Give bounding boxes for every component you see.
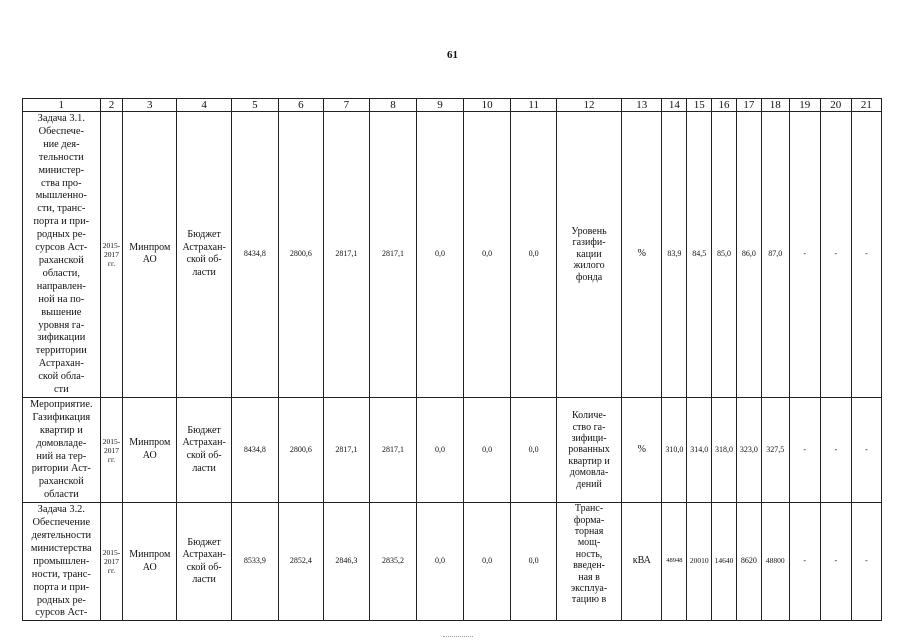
cell-line: ритории Аст-	[31, 463, 91, 475]
column-number: 8	[369, 99, 417, 112]
cell-line: Астрахан-	[182, 437, 226, 449]
cell-line: 2017	[103, 249, 119, 259]
value-cell: 0,0	[417, 397, 464, 502]
cell-line: ласти	[192, 267, 216, 279]
cell-line: родных ре-	[36, 594, 86, 606]
value-cell: 0,0	[511, 397, 557, 502]
value-cell: 20010	[687, 503, 712, 621]
value-cell: 0,0	[463, 503, 511, 621]
value-cell: 87,0	[761, 112, 789, 398]
column-number: 3	[123, 99, 177, 112]
column-number: 7	[324, 99, 370, 112]
cell-line: АО	[142, 561, 157, 573]
table-row	[23, 112, 882, 398]
cell-line: ской об-	[186, 450, 222, 462]
cell-line: жилого	[573, 260, 605, 272]
cell-line: мышленно-	[35, 190, 87, 202]
cell-line: дений	[576, 478, 602, 490]
cell-line: 2015-	[102, 548, 121, 558]
column-number: 4	[177, 99, 232, 112]
indicator-cell	[556, 112, 621, 398]
cell-line: 2015-	[102, 436, 121, 446]
cell-line: вышение	[41, 306, 82, 318]
cell-line: АО	[142, 254, 157, 266]
cell-line: Астрахан-	[182, 241, 226, 253]
value-cell: 8434,8	[232, 397, 279, 502]
cell-line: министерства	[30, 542, 92, 554]
value-cell: -	[851, 503, 881, 621]
page-number: 61	[447, 49, 458, 61]
cell-line: сурсов Аст-	[35, 242, 88, 254]
cell-line: ние дея-	[43, 138, 80, 150]
cell-line: Минпром	[129, 549, 171, 561]
period-cell	[100, 112, 123, 398]
cell-line: ской об-	[186, 254, 222, 266]
cell-line: Бюджет	[187, 536, 221, 548]
cell-line: квартир и	[39, 424, 83, 436]
cell-line: уровня га-	[38, 319, 85, 331]
column-number: 17	[736, 99, 761, 112]
cell-line: области,	[42, 267, 80, 279]
cell-line: сти	[53, 384, 69, 396]
cell-line: области	[43, 489, 79, 501]
value-cell: 314,0	[687, 397, 712, 502]
value-cell: -	[820, 503, 851, 621]
value-cell: 84,5	[687, 112, 712, 398]
cell-line: торная	[574, 526, 604, 537]
value-cell: 8434,8	[232, 112, 279, 398]
cell-line: домовла-	[569, 467, 609, 479]
value-cell: 0,0	[463, 112, 511, 398]
table-row	[23, 503, 882, 621]
executor-cell	[123, 397, 177, 502]
value-cell: 327,5	[761, 397, 789, 502]
cell-line: АО	[142, 450, 157, 462]
cell-line: ласти	[192, 574, 216, 586]
program-table	[22, 98, 882, 621]
funding-source-cell	[177, 112, 232, 398]
scan-artifact	[443, 636, 473, 639]
value-cell: 83,9	[662, 112, 687, 398]
value-cell: 2846,3	[324, 503, 370, 621]
value-cell: 0,0	[511, 112, 557, 398]
column-number: 20	[820, 99, 851, 112]
value-cell: 2800,6	[278, 397, 324, 502]
value-cell: 8533,9	[232, 503, 279, 621]
cell-line: 2017	[103, 557, 119, 567]
cell-line: эксплуа-	[570, 583, 608, 595]
value-cell: -	[851, 112, 881, 398]
value-cell: -	[789, 503, 820, 621]
cell-line: 2017	[103, 445, 119, 455]
cell-line: домовладе-	[36, 437, 87, 449]
cell-line: Минпром	[129, 241, 171, 253]
value-cell: 2835,2	[369, 503, 417, 621]
task-cell	[23, 112, 101, 398]
cell-line: тацию в	[571, 594, 607, 606]
indicator-cell	[556, 503, 621, 621]
indicator-cell	[556, 397, 621, 502]
executor-cell	[123, 503, 177, 621]
cell-line: Бюджет	[187, 229, 221, 241]
column-number: 5	[232, 99, 279, 112]
unit-cell: %	[622, 112, 662, 398]
column-number: 1	[23, 99, 101, 112]
cell-line: ласти	[192, 462, 216, 474]
cell-line: гг.	[107, 454, 116, 464]
column-number: 6	[278, 99, 324, 112]
cell-line: раханской	[38, 254, 84, 266]
cell-line: Уровень	[571, 225, 607, 237]
value-cell: 318,0	[712, 397, 737, 502]
cell-line: сти, транс-	[37, 203, 86, 215]
cell-line: гг.	[107, 258, 116, 268]
cell-line: промышлен-	[33, 555, 90, 567]
value-cell: -	[851, 397, 881, 502]
column-number: 12	[556, 99, 621, 112]
cell-line: газифи-	[572, 237, 606, 249]
period-cell	[100, 503, 123, 621]
cell-line: Минпром	[129, 437, 171, 449]
column-number-row	[23, 99, 882, 112]
cell-line: направлен-	[36, 280, 86, 292]
value-cell: 48800	[761, 503, 789, 621]
value-cell: 0,0	[417, 503, 464, 621]
cell-line: Бюджет	[187, 424, 221, 436]
cell-line: родных ре-	[36, 229, 86, 241]
cell-line: ской обла-	[38, 371, 85, 383]
cell-line: квартир и	[568, 455, 610, 467]
value-cell: 85,0	[712, 112, 737, 398]
value-cell: 2800,6	[278, 112, 324, 398]
value-cell: -	[820, 397, 851, 502]
table-row	[23, 397, 882, 502]
value-cell: 0,0	[463, 397, 511, 502]
column-number: 21	[851, 99, 881, 112]
cell-line: фонда	[575, 271, 603, 283]
cell-line: ний на тер-	[36, 450, 87, 462]
executor-cell	[123, 112, 177, 398]
cell-line: кации	[576, 248, 602, 260]
cell-line: порта и при-	[33, 581, 90, 593]
cell-line: форма-	[573, 514, 605, 526]
cell-line: ство га-	[572, 421, 606, 433]
value-cell: 323,0	[736, 397, 761, 502]
value-cell: 48948	[662, 503, 687, 621]
cell-line: ности, транс-	[31, 568, 91, 580]
unit-cell: кВА	[622, 503, 662, 621]
cell-line: ность,	[575, 548, 603, 560]
cell-line: деятельности	[31, 530, 92, 541]
cell-line: порта и при-	[33, 216, 90, 228]
value-cell: 14640	[712, 503, 737, 621]
period-cell	[100, 397, 123, 502]
value-cell: 2817,1	[369, 397, 417, 502]
column-number: 19	[789, 99, 820, 112]
cell-line: Газификация	[32, 411, 91, 423]
cell-line: Транс-	[574, 503, 604, 515]
cell-line: тельности	[38, 151, 84, 163]
value-cell: 2852,4	[278, 503, 324, 621]
column-number: 15	[687, 99, 712, 112]
cell-line: рованных	[568, 444, 610, 456]
cell-line: ства про-	[41, 177, 82, 189]
cell-line: зификации	[37, 332, 86, 344]
cell-line: 2015-	[102, 240, 121, 250]
cell-line: министер-	[38, 164, 85, 176]
task-cell	[23, 503, 101, 621]
value-cell: 2817,1	[369, 112, 417, 398]
cell-line: Астрахан-	[182, 549, 226, 561]
column-number: 9	[417, 99, 464, 112]
cell-line: Задача 3.1.	[37, 113, 85, 124]
cell-line: территории	[35, 345, 87, 357]
cell-line: Обеспече-	[38, 125, 84, 137]
cell-line: Мероприятие.	[30, 398, 93, 410]
value-cell: -	[789, 397, 820, 502]
column-number: 11	[511, 99, 557, 112]
column-number: 14	[662, 99, 687, 112]
funding-source-cell	[177, 397, 232, 502]
cell-line: мощ-	[577, 537, 601, 549]
column-number: 10	[463, 99, 511, 112]
value-cell: 310,0	[662, 397, 687, 502]
cell-line: ная в	[578, 571, 600, 583]
cell-line: введен-	[573, 560, 605, 572]
cell-line: Количе-	[571, 410, 607, 422]
column-number: 18	[761, 99, 789, 112]
cell-line: Астрахан-	[38, 358, 84, 370]
column-number: 2	[100, 99, 123, 112]
column-number: 16	[712, 99, 737, 112]
value-cell: 0,0	[511, 503, 557, 621]
unit-cell: %	[622, 397, 662, 502]
task-cell	[23, 397, 101, 502]
column-number: 13	[622, 99, 662, 112]
value-cell: 2817,1	[324, 112, 370, 398]
value-cell: 8620	[736, 503, 761, 621]
value-cell: 2817,1	[324, 397, 370, 502]
cell-line: сурсов Аст-	[35, 607, 88, 619]
value-cell: -	[789, 112, 820, 398]
cell-line: раханской	[38, 476, 84, 488]
cell-line: зифици-	[571, 432, 607, 444]
value-cell: 86,0	[736, 112, 761, 398]
funding-source-cell	[177, 503, 232, 621]
cell-line: ской об-	[186, 561, 222, 573]
cell-line: Задача 3.2.	[37, 504, 85, 516]
cell-line: гг.	[107, 566, 116, 576]
cell-line: ной на по-	[38, 293, 85, 305]
value-cell: -	[820, 112, 851, 398]
value-cell: 0,0	[417, 112, 464, 398]
cell-line: Обеспечение	[32, 517, 91, 529]
